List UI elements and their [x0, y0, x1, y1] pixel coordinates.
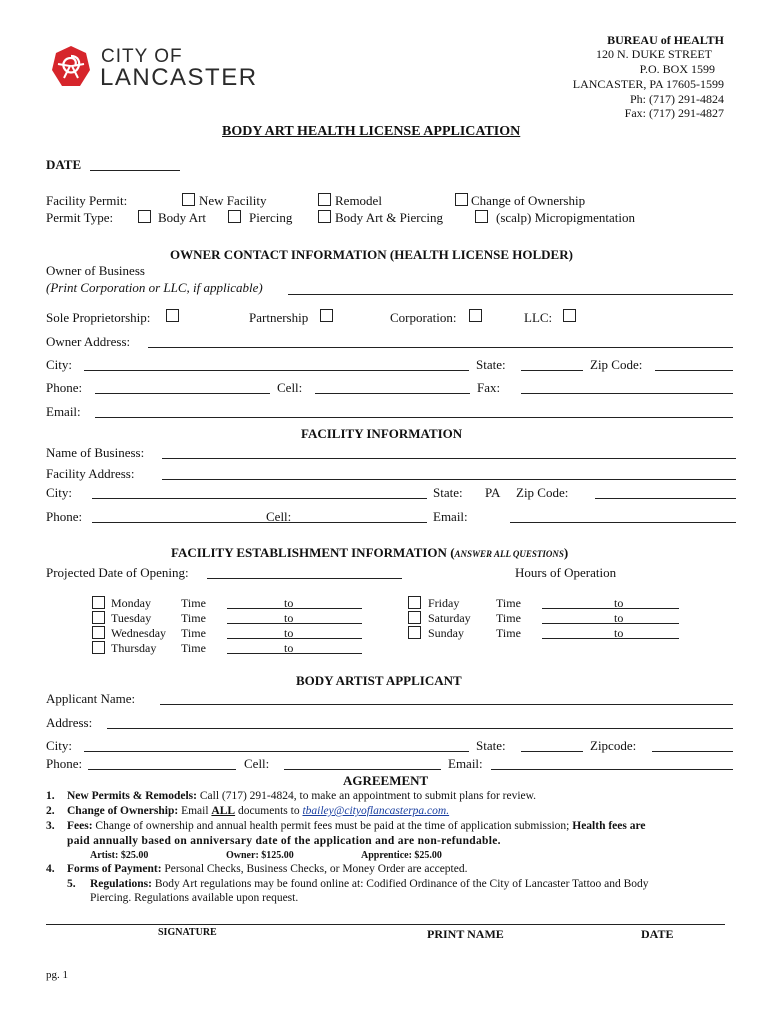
body-art-piercing-checkbox[interactable] [318, 210, 331, 223]
day-checkbox[interactable] [92, 626, 105, 639]
applicant-name-field[interactable] [160, 704, 733, 705]
artist-state-field[interactable] [521, 751, 583, 752]
date-label: DATE [46, 157, 82, 172]
item5-num: 5. [67, 878, 76, 890]
owner-fax-label: Fax: [477, 380, 501, 395]
owner-heading: OWNER CONTACT INFORMATION (HEALTH LICENSE HOLDER) [170, 247, 573, 262]
owner-business-label: Owner of Business [46, 263, 145, 278]
body-art-label: Body Art [158, 210, 207, 225]
hours-field[interactable] [542, 623, 679, 624]
establishment-heading-text: FACILITY ESTABLISHMENT INFORMATION [171, 545, 447, 560]
corporation-label: Corporation: [390, 310, 457, 325]
body-art-piercing-label: Body Art & Piercing [335, 210, 443, 225]
remodel-checkbox[interactable] [318, 193, 331, 206]
micropigmentation-checkbox[interactable] [475, 210, 488, 223]
agreement-heading: AGREEMENT [343, 773, 429, 788]
hours-field[interactable] [542, 638, 679, 639]
time-label: Time [181, 611, 206, 625]
day-label: Friday [428, 596, 460, 610]
fee-apprentice: Apprentice: $25.00 [361, 850, 442, 861]
piercing-label: Piercing [249, 210, 293, 225]
item3-bold2: Health fees are [572, 820, 646, 832]
email-link[interactable]: tbailey@cityoflancasterpa.com. [302, 805, 450, 817]
new-facility-checkbox[interactable] [182, 193, 195, 206]
item4-num: 4. [46, 863, 55, 875]
facility-zip-label: Zip Code: [516, 485, 569, 500]
item2-bold: Change of Ownership: [67, 805, 179, 817]
owner-address-label: Owner Address: [46, 334, 131, 349]
hours-field[interactable] [227, 608, 362, 609]
artist-cell-field[interactable] [284, 769, 441, 770]
item2-all: ALL [211, 805, 236, 817]
facility-state-label: State: [433, 485, 463, 500]
answer-all-note: ANSWER ALL QUESTIONS [454, 549, 564, 559]
fee-owner: Owner: $125.00 [226, 850, 294, 861]
business-name-field[interactable] [162, 458, 736, 459]
owner-phone-field[interactable] [95, 393, 270, 394]
rose-logo-icon [50, 44, 92, 90]
time-label: Time [496, 626, 521, 640]
sole-prop-label: Sole Proprietorship: [46, 310, 151, 325]
item3-line2: paid annually based on anniversary date of the application and are non-refundable. [67, 835, 501, 847]
artist-email-label: Email: [448, 756, 483, 771]
facility-email-field[interactable] [510, 522, 736, 523]
artist-state-label: State: [476, 738, 506, 753]
change-ownership-checkbox[interactable] [455, 193, 468, 206]
to-label: to [284, 626, 294, 640]
applicant-name-label: Applicant Name: [46, 691, 136, 706]
bureau-street: 120 N. DUKE STREET [596, 47, 712, 61]
artist-heading: BODY ARTIST APPLICANT [296, 673, 462, 688]
owner-city-field[interactable] [84, 370, 469, 371]
opening-date-field[interactable] [207, 578, 402, 579]
facility-permit-label: Facility Permit: [46, 193, 128, 208]
item5 [90, 879, 649, 891]
signature-line[interactable] [46, 924, 725, 925]
facility-phone-field[interactable] [92, 522, 427, 523]
remodel-label: Remodel [335, 193, 382, 208]
time-label: Time [181, 641, 206, 655]
facility-address-field[interactable] [162, 479, 736, 480]
item3-bold: Fees: [67, 820, 93, 832]
establishment-heading [171, 546, 568, 559]
facility-heading: FACILITY INFORMATION [301, 426, 463, 441]
to-label: to [614, 611, 624, 625]
facility-city-label: City: [46, 485, 73, 500]
item3-text: Change of ownership and annual health permit fees must be paid at the time of application submission; [92, 820, 573, 832]
item2-text2: documents to [235, 805, 303, 817]
business-name-label: Name of Business: [46, 445, 145, 460]
paren-open: ( [450, 545, 455, 560]
micropigmentation-label: (scalp) Micropigmentation [496, 210, 635, 225]
date-field[interactable] [90, 170, 180, 171]
item4-text: Personal Checks, Business Checks, or Money Order are accepted. [161, 863, 468, 875]
owner-email-field[interactable] [95, 417, 733, 418]
item2 [67, 806, 449, 818]
item1-text: Call (717) 291-4824, to make an appointment to submit plans for review. [196, 790, 537, 802]
to-label: to [284, 641, 294, 655]
logo-city-of: CITY OF [101, 46, 183, 67]
artist-email-field[interactable] [491, 769, 733, 770]
bureau-phone: Ph: (717) 291-4824 [630, 92, 724, 106]
day-checkbox[interactable] [92, 611, 105, 624]
owner-fax-field[interactable] [521, 393, 733, 394]
item4 [67, 864, 467, 876]
artist-zip-label: Zipcode: [590, 738, 637, 753]
artist-address-field[interactable] [107, 728, 733, 729]
hours-field[interactable] [227, 653, 362, 654]
day-label: Sunday [428, 626, 464, 640]
day-label: Tuesday [111, 611, 152, 625]
print-name-label: PRINT NAME [427, 927, 504, 941]
page-number: pg. 1 [46, 969, 68, 981]
item5-bold: Regulations: [90, 878, 152, 890]
facility-address-label: Facility Address: [46, 466, 135, 481]
bureau-box: P.O. BOX 1599 [639, 62, 715, 76]
day-checkbox[interactable] [408, 611, 421, 624]
owner-address-field[interactable] [148, 347, 733, 348]
sole-prop-checkbox[interactable] [166, 309, 179, 322]
day-checkbox[interactable] [92, 596, 105, 609]
owner-cell-field[interactable] [315, 393, 470, 394]
corporation-checkbox[interactable] [469, 309, 482, 322]
to-label: to [614, 596, 624, 610]
owner-business-field[interactable] [288, 294, 733, 295]
permit-type-label: Permit Type: [46, 210, 114, 225]
facility-city-field[interactable] [92, 498, 427, 499]
to-label: to [614, 626, 624, 640]
to-label: to [284, 596, 294, 610]
llc-label: LLC: [524, 310, 553, 325]
bureau-name: BUREAU of HEALTH [607, 33, 724, 47]
hours-field[interactable] [542, 608, 679, 609]
logo-lancaster: LANCASTER [100, 64, 258, 91]
new-facility-label: New Facility [199, 193, 267, 208]
owner-state-label: State: [476, 357, 506, 372]
signature-label: SIGNATURE [158, 927, 217, 938]
day-label: Thursday [111, 641, 157, 655]
time-label: Time [496, 611, 521, 625]
item2-num: 2. [46, 805, 55, 817]
facility-zip-field[interactable] [595, 498, 736, 499]
day-label: Wednesday [111, 626, 167, 640]
change-ownership-label: Change of Ownership [471, 193, 586, 208]
facility-state-value: PA [485, 485, 501, 500]
opening-date-label: Projected Date of Opening: [46, 565, 189, 580]
to-label: to [284, 611, 294, 625]
owner-city-label: City: [46, 357, 73, 372]
facility-cell-label: Cell: [266, 509, 292, 524]
day-label: Monday [111, 596, 151, 610]
sign-date-label: DATE [641, 927, 674, 941]
artist-cell-label: Cell: [244, 756, 270, 771]
time-label: Time [181, 596, 206, 610]
artist-city-field[interactable] [84, 751, 469, 752]
time-label: Time [496, 596, 521, 610]
item3 [67, 821, 645, 833]
hours-label: Hours of Operation [515, 565, 617, 580]
bureau-city: LANCASTER, PA 17605-1599 [572, 77, 724, 91]
hours-field[interactable] [227, 638, 362, 639]
day-checkbox[interactable] [408, 626, 421, 639]
owner-zip-label: Zip Code: [590, 357, 643, 372]
item1-num: 1. [46, 790, 55, 802]
facility-email-label: Email: [433, 509, 468, 524]
facility-phone-label: Phone: [46, 509, 83, 524]
paren-close: ) [563, 545, 569, 560]
day-label: Saturday [428, 611, 471, 625]
artist-address-label: Address: [46, 715, 93, 730]
item4-bold: Forms of Payment: [67, 863, 162, 875]
day-checkbox[interactable] [92, 641, 105, 654]
item2-text1: Email [178, 805, 212, 817]
piercing-checkbox[interactable] [228, 210, 241, 223]
owner-zip-field[interactable] [655, 370, 733, 371]
item1 [67, 791, 536, 803]
hours-field[interactable] [227, 623, 362, 624]
item5-text: Body Art regulations may be found online at: Codified Ordinance of the City of Lancaster Tattoo and Body [151, 878, 649, 890]
owner-phone-label: Phone: [46, 380, 83, 395]
print-corp-label: (Print Corporation or LLC, if applicable) [46, 280, 263, 295]
owner-state-field[interactable] [521, 370, 583, 371]
item1-bold: New Permits & Remodels: [67, 790, 197, 802]
artist-phone-label: Phone: [46, 756, 83, 771]
page-title: BODY ART HEALTH LICENSE APPLICATION [222, 124, 521, 139]
item5-line2: Piercing. Regulations available upon request. [90, 892, 299, 904]
body-art-checkbox[interactable] [138, 210, 151, 223]
fee-artist: Artist: $25.00 [90, 850, 149, 861]
bureau-fax: Fax: (717) 291-4827 [624, 106, 724, 120]
day-checkbox[interactable] [408, 596, 421, 609]
time-label: Time [181, 626, 206, 640]
artist-phone-field[interactable] [88, 769, 236, 770]
partnership-checkbox[interactable] [320, 309, 333, 322]
artist-zip-field[interactable] [652, 751, 733, 752]
item3-num: 3. [46, 820, 55, 832]
partnership-label: Partnership [249, 310, 309, 325]
llc-checkbox[interactable] [563, 309, 576, 322]
artist-city-label: City: [46, 738, 73, 753]
owner-email-label: Email: [46, 404, 81, 419]
owner-cell-label: Cell: [277, 380, 303, 395]
